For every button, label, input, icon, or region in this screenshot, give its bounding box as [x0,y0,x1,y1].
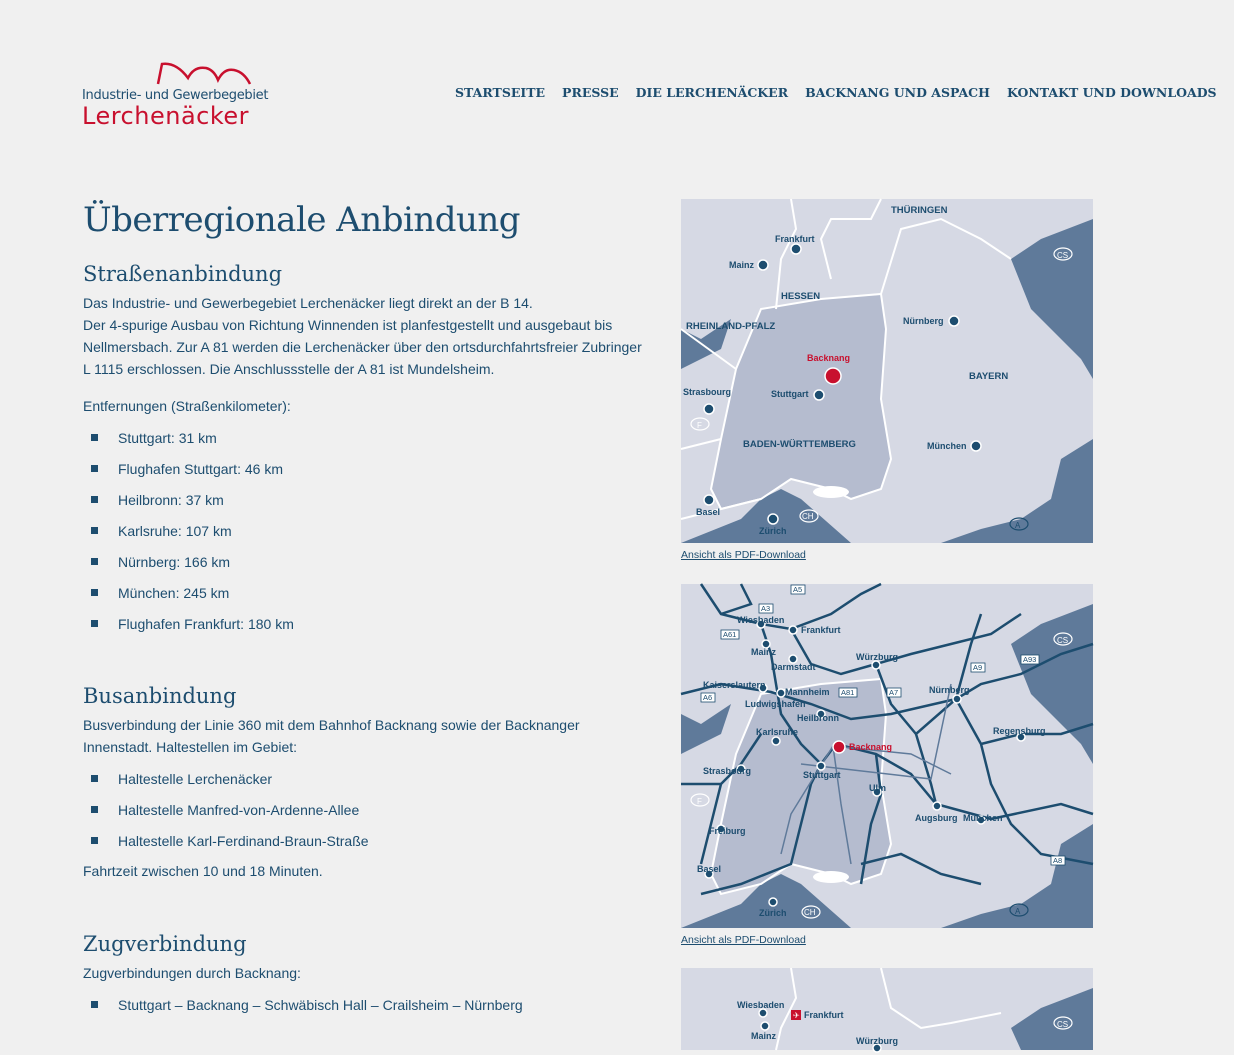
map1-region-label: HESSEN [781,291,821,302]
map2-backnang-dot [833,741,845,753]
road-map-image [681,584,1093,928]
bus-stops-list [83,769,643,851]
map2-city-label: Mainz [751,647,777,657]
map1-city-dot [814,390,824,400]
main-content [83,200,643,1015]
nav-kontakt-downloads[interactable]: KONTAKT UND DOWNLOADS [1006,85,1217,100]
distances-label: Entfernungen (Straßenkilometer): [83,398,291,414]
map2-city-label: Stuttgart [803,770,841,780]
map1-backnang-dot [825,368,841,384]
map1-city-dot [949,316,959,326]
list-item-text: Nürnberg: 166 km [118,554,231,570]
list-item [83,831,643,851]
list-item [83,428,643,448]
map2-road-label: A7 [889,688,899,697]
map2-country-label: CH [804,908,816,917]
map1-city-label: Nürnberg [903,316,944,326]
logo-bridge-icon [156,60,252,86]
section-heading-road: Straßenanbindung [83,262,283,286]
map2-city-dot [933,802,941,810]
bullet-icon [91,837,98,844]
map2-city-dot [777,689,785,697]
rail-map-image [681,968,1093,1050]
svg-text:✈: ✈ [793,1011,800,1020]
map2-city-dot [817,762,825,770]
map2-city-label: Backnang [849,742,893,752]
bullet-icon [91,496,98,503]
main-nav [455,85,1234,100]
map2-city-label: Darmstadt [771,662,816,672]
list-item [83,614,643,634]
list-item [83,769,643,789]
map2-city-label: Regensburg [993,726,1046,736]
bus-travel-time: Fahrtzeit zwischen 10 und 18 Minuten. [83,863,323,879]
section-heading-bus: Busanbindung [83,684,237,708]
region-map[interactable] [681,199,1093,543]
nav-lerchenaecker[interactable]: DIE LERCHENÄCKER [635,85,789,100]
map2-road-label: A5 [793,585,803,594]
map2-city-label: Ulm [869,783,887,793]
train-routes-list [83,995,643,1015]
bus-intro: Busverbindung der Linie 360 mit dem Bahnhof Backnang sowie der Backnanger Innenstadt. Haltestellen im Gebiet: [83,717,580,755]
list-item-text: Haltestelle Karl-Ferdinand-Braun-Straße [118,833,369,849]
map1-city-label: Frankfurt [775,234,815,244]
map3-city-label: Frankfurt [804,1010,844,1020]
map1-country-label: CH [802,512,814,521]
map2-city-label: Mannheim [785,687,830,697]
map2-city-label: Strasbourg [703,766,752,776]
map2-city-label: Basel [697,864,722,874]
map2-city-label: Kaiserslautern [703,680,766,690]
map1-city-dot [768,514,778,524]
bullet-icon [91,527,98,534]
map3-city-label: Mainz [751,1031,777,1041]
region-map-image [681,199,1093,543]
page-title: Überregionale Anbindung [83,200,521,240]
bullet-icon [91,434,98,441]
logo-subtitle: Industrie- und Gewerbegebiet [82,88,269,103]
bullet-icon [91,620,98,627]
map1-city-label: Zürich [759,526,787,536]
bullet-icon [91,465,98,472]
map1-country-label: CS [1057,251,1069,260]
map2-city-label: Nürnberg [929,685,970,695]
map3-city-dot [761,1022,769,1030]
nav-backnang-aspach[interactable]: BACKNANG UND ASPACH [805,85,990,100]
map1-city-dot [971,441,981,451]
map1-country-label: F [697,421,702,430]
list-item-text: München: 245 km [118,585,230,601]
map2-city-dot [872,661,880,669]
map3-city-label: Würzburg [856,1036,898,1046]
map2-road-label: A81 [841,688,855,697]
map2-country-label: A [1015,907,1021,916]
map2-road-label: A6 [703,693,713,702]
list-item-text: Flughafen Stuttgart: 46 km [118,461,283,477]
list-item-text: Flughafen Frankfurt: 180 km [118,616,294,632]
train-intro: Zugverbindungen durch Backnang: [83,965,301,981]
list-item-text: Haltestelle Lerchenäcker [118,771,273,787]
map1-city-label: Basel [696,507,721,517]
map1-city-dot [704,404,714,414]
bullet-icon [91,558,98,565]
map2-city-label: Freiburg [709,826,746,836]
list-item [83,552,643,572]
map3-country-label: CS [1057,1020,1069,1029]
section-heading-train: Zugverbindung [83,932,247,956]
map2-road-label: A9 [973,663,983,672]
map1-city-dot [791,244,801,254]
list-item-text: Stuttgart – Backnang – Schwäbisch Hall – Crailsheim – Nürnberg [118,997,523,1013]
map3-city-dot [759,1009,767,1017]
map2-country-label: F [697,797,702,806]
list-item [83,521,643,541]
map2-city-label: Frankfurt [801,625,841,635]
logo[interactable] [82,60,269,130]
map2-city-label: Karlsruhe [756,727,799,737]
map2-city-label: München [963,813,1003,823]
map1-city-dot [758,260,768,270]
map2-pdf-download-link[interactable]: Ansicht als PDF-Download [681,934,806,946]
list-item-text: Stuttgart: 31 km [118,430,217,446]
map1-city-label: München [927,441,967,451]
map2-road-label: A3 [761,604,771,613]
road-map[interactable] [681,584,1093,928]
nav-startseite[interactable]: STARTSEITE [455,85,546,100]
map1-country-label: A [1015,521,1021,530]
list-item [83,459,643,479]
bullet-icon [91,1001,98,1008]
map1-city-label: Backnang [807,353,851,363]
map1-city-label: Stuttgart [771,389,809,399]
list-item [83,995,643,1015]
list-item [83,583,643,603]
map1-city-dot [704,495,714,505]
map2-city-label: Würzburg [856,652,898,662]
list-item-text: Heilbronn: 37 km [118,492,224,508]
map2-city-dot [953,695,961,703]
map1-region-label: THÜRINGEN [891,205,948,216]
list-item [83,490,643,510]
map2-city-dot [769,898,777,906]
bullet-icon [91,589,98,596]
map2-road-label: A8 [1053,856,1063,865]
map1-city-label: Strasbourg [683,387,732,397]
list-item-text: Karlsruhe: 107 km [118,523,232,539]
map2-city-label: Augsburg [915,813,958,823]
bullet-icon [91,775,98,782]
map2-city-label: Wiesbaden [737,615,785,625]
bullet-icon [91,806,98,813]
distances-list [83,428,643,634]
map1-city-label: Mainz [729,260,755,270]
map1-region-label: RHEINLAND-PFALZ [686,321,776,332]
map1-region-label: BADEN-WÜRTTEMBERG [743,439,856,450]
map2-city-dot [789,626,797,634]
logo-title: Lerchenäcker [82,102,250,130]
map2-city-label: Zürich [759,908,787,918]
list-item [83,800,643,820]
map2-country-label: CS [1057,636,1069,645]
road-intro: Das Industrie- und Gewerbegebiet Lerchenäcker liegt direkt an der B 14. [83,295,533,311]
list-item-text: Haltestelle Manfred-von-Ardenne-Allee [118,802,360,818]
rail-map[interactable] [681,968,1093,1050]
map2-city-label: Heilbronn [797,713,839,723]
map2-city-dot [772,737,780,745]
map1-region-label: BAYERN [969,371,1009,382]
road-details: Der 4-spurige Ausbau von Richtung Winnenden ist planfestgestellt und ausgebaut bis Nellmersbach. Zur A 81 werden die Lerchenäcker über den ortsdurchfahrtsfreier Zubringer L 1115 erschlossen. Die Anschlussstelle der A 81 ist Mundelsheim. [83,317,642,377]
map2-road-label: A93 [1023,655,1037,664]
map2-city-label: Ludwigshafen [745,699,806,709]
map3-city-label: Wiesbaden [737,1000,785,1010]
map2-road-label: A61 [723,630,737,639]
map1-pdf-download-link[interactable]: Ansicht als PDF-Download [681,549,806,561]
nav-presse[interactable]: PRESSE [562,85,619,100]
